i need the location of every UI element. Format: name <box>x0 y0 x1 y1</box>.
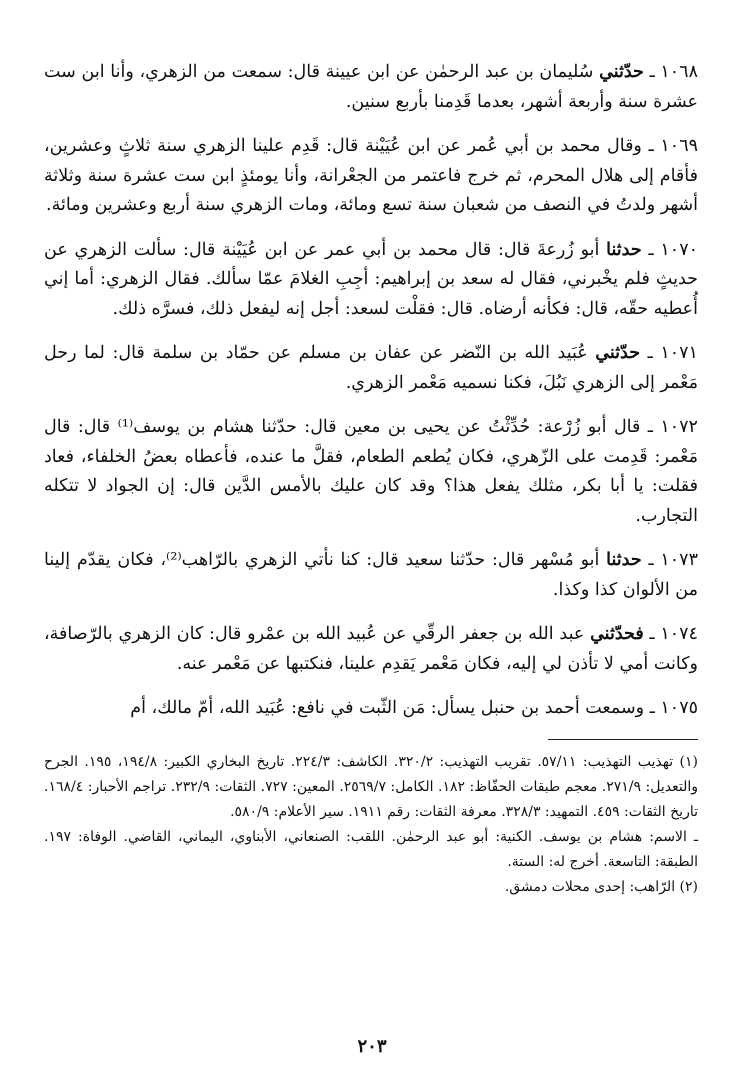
page-number: ٢٠٣ <box>357 1036 387 1057</box>
paragraph-text: قال أبو زُرْعة: حُدِّثْتُ عن يحيى بن معين قال: حدّثنا هشام بن يوسف⁽¹⁾ قال: قال مَعْمر: قَدِمت على الزّهري، فكان يُطعم الطعام، فقلَّ ما عنده، فأعطاه بعضُ الخلفاء، فعاد فقلت: يا أبا بكر، مثلك يفعل هذا؟ وقد كان عليك بالأمس الدَّين قال: إن الجواد لا تتكله التجارب. <box>44 417 698 526</box>
paragraph-text: أبو مُسْهر قال: حدّثنا سعيد قال: كنا نأتي الزهري بالرّاهب⁽²⁾، فكان يقدّم إلينا من الألوان كذا وكذا. <box>44 550 698 600</box>
paragraph-text: سُليمان بن عبد الرحمٰن عن ابن عيينة قال: سمعت من الزهري، وأنا ابن ست عشرة سنة وأربعة أشهر، بعدما قَدِمنا بأربع سنين. <box>44 62 698 112</box>
narration-keyword: حدثنا <box>606 239 642 260</box>
entry-number: ١٠٦٩ ـ <box>648 136 698 156</box>
paragraph-1068 <box>44 58 698 117</box>
entry-number: ١٠٧٠ ـ <box>648 239 698 260</box>
narration-keyword: فحدّثني <box>590 624 644 644</box>
paragraph-1074 <box>44 620 698 679</box>
paragraph-text: وقال محمد بن أبي عُمر عن ابن عُيَيْنة قال: قَدِم علينا الزهري سنة ثلاثٍ وعشرين، فأقام إلى هلال المحرم، ثم خرج فاعتمر من الجعْرانة، وأنا يومئذٍ ابن ست عشرة سنة وثلاثة أشهر ولدتُ في النصف من شعبان سنة تسع ومائة، ومات الزهري سنة أربع وعشرين ومائة. <box>44 136 698 215</box>
paragraph-text: أبو زُرعةَ قال: قال محمد بن أبي عمر عن ابن عُيَيْنة قال: سألت الزهري عن حديثٍ فلم يخْبرني، فقال له سعد بن إبراهيم: أجِبِ الغلامَ عمّا سألك. فقال الزهري: أما إني أُعطيه حقّه، قال: فكأنه أرضاه. قال: فقلْت لسعد: أجل إنه ليفعل ذلك، فسرَّه ذلك. <box>44 239 698 319</box>
entry-number: ١٠٧٤ ـ <box>649 624 698 644</box>
narration-keyword: حدثنا <box>606 550 642 570</box>
entry-number: ١٠٧٥ ـ <box>649 698 698 718</box>
entry-number: ١٠٧١ ـ <box>647 343 698 363</box>
narration-keyword: حدّثني <box>595 343 641 363</box>
footnote-divider <box>548 739 698 740</box>
entry-number: ١٠٦٨ ـ <box>649 62 698 82</box>
paragraph-1073 <box>44 546 698 605</box>
paragraph-text: عُبَيد الله بن النّضر عن عفان بن مسلم عن حمّاد بن سلمة قال: لما رحل مَعْمر إلى الزهري نَبُلَ، فكنا نسميه مَعْمر الزهري. <box>44 343 698 393</box>
footnote-1: (١) تهذيب التهذيب: ٥٧/١١. تقريب التهذيب: ٣٢٠/٢. الكاشف: ٢٢٤/٣. تاريخ البخاري الكبير: ١٩٤/٨، ١٩٥. الجرح والتعديل: ٢٧١/٩. معجم طبقات الحفّاظ: ١٨٢. الكامل: ٢٥٦٩/٧. المعين: ٧٢٧. الثقات: ٢٣٢/٩. تراجم الأحبار: ١٦٨/٤. تاريخ الثقات: ٤٥٩. التمهيد: ٣٢٨/٣. معرفة الثقات: رقم ١٩١١. سير الأعلام: ٥٨٠/٩. <box>44 753 698 820</box>
paragraph-text: عبد الله بن جعفر الرقّي عن عُبيد الله بن عمْرو قال: كان الزهري بالرّصافة، وكانت أمي لا تأذن لي إليه، فكان مَعْمر يَقدِم علينا، فنكتبها عن مَعْمر عنه. <box>44 624 698 674</box>
footnotes <box>44 750 698 900</box>
paragraph-1070 <box>44 236 698 325</box>
paragraph-1071 <box>44 339 698 398</box>
footnote-2: (٢) الرّاهب: إحدى محلات دمشق. <box>504 878 698 895</box>
paragraph-1069 <box>44 132 698 221</box>
footnote-1-name-details: ـ الاسم: هشام بن يوسف. الكنية: أبو عبد الرحمٰن. اللقب: الصنعاني، الأبناوي، اليماني، القاضي. الوفاة: ١٩٧. الطبقة: التاسعة. أخرج له: الستة. <box>44 828 698 870</box>
paragraph-1075 <box>44 694 698 724</box>
paragraph-text: وسمعت أحمد بن حنبل يسأل: مَن الثّبت في نافع: عُبَيد الله، أمّ مالك، أم <box>130 698 645 718</box>
narration-keyword: حدّثني <box>599 62 644 82</box>
entry-number: ١٠٧٣ ـ <box>648 550 698 570</box>
paragraph-1072 <box>44 413 698 531</box>
entry-number: ١٠٧٢ ـ <box>647 417 698 437</box>
